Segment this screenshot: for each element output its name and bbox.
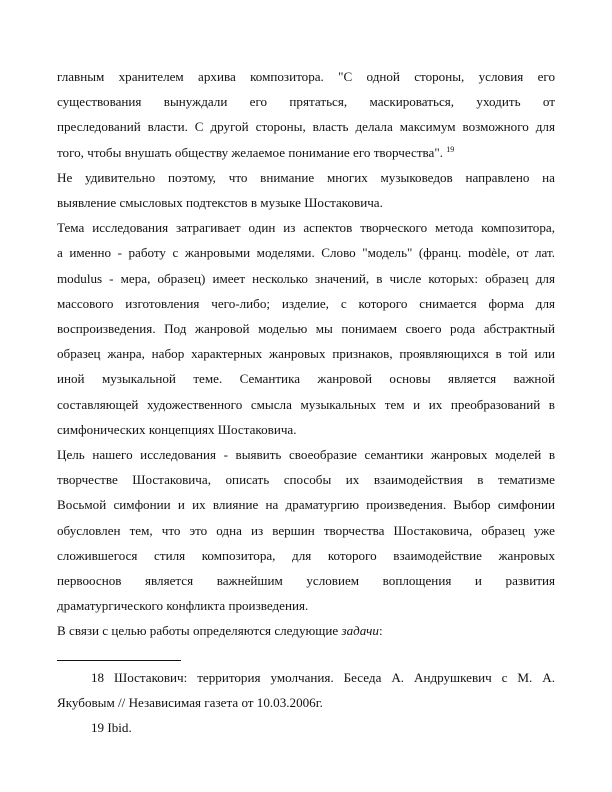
- text-line-content: того, чтобы внушать обществу желаемое понимание его творчества".: [57, 144, 443, 160]
- text-line: обусловлен тем, что это одна из вершин творчества Шостаковича, образец уже: [57, 522, 555, 538]
- footnote-line: 19 Ibid.: [91, 720, 132, 736]
- text-line: драматургического конфликта произведения.: [57, 598, 309, 614]
- text-line: первооснов является важнейшим условием воплощения и развития: [57, 573, 555, 589]
- text-line: Восьмой симфонии и их влияние на драматургию произведения. Выбор симфонии: [57, 497, 555, 513]
- text-line: главным хранителем архива композитора. "С одной стороны, условия его: [57, 69, 555, 84]
- text-line: иной музыкальной теме. Семантика жанровой основы является важной: [57, 371, 555, 387]
- text-line: массового изготовления чего-либо; изделие, с которого снимается форма для: [57, 295, 555, 311]
- text-line: modulus - мера, образец) имеет несколько значений, в числе которых: образец для: [57, 270, 555, 286]
- footnote-19: [57, 715, 555, 740]
- text-line: [57, 140, 555, 165]
- footnote-18: [57, 665, 555, 715]
- tasks-intro: В связи с целью работы определяются следующие: [57, 623, 342, 639]
- text-line: составляющей художественного смысла музыкальных тем и их преобразований в: [57, 396, 555, 412]
- tasks-colon: :: [378, 623, 383, 639]
- footnote-line: 18 Шостакович: территория умолчания. Беседа А. Андрушкевич с М. А.: [91, 670, 555, 685]
- text-line: образец жанра, набор характерных жанровых признаков, проявляющихся в той или: [57, 346, 555, 362]
- text-line: симфонических концепциях Шостаковича.: [57, 421, 297, 437]
- text-line: а именно - работу с жанровыми моделями. Слово "модель" (франц. modèle, от лат.: [57, 245, 555, 261]
- footnote-ref-19: 19: [446, 144, 455, 154]
- tasks-emphasis: задачи: [341, 623, 379, 639]
- footnotes: [57, 665, 555, 741]
- footnote-line: Якубовым // Независимая газета от 10.03.2006г.: [57, 695, 323, 711]
- paragraph-research-goal: [57, 442, 555, 618]
- text-line: Тема исследования затрагивает один из аспектов творческого метода композитора,: [57, 220, 555, 236]
- text-line: преследований власти. С другой стороны, власть делала максимум возможного для: [57, 119, 555, 135]
- page-body: [57, 64, 555, 644]
- text-line: воспроизведения. Под жанровой моделью мы понимаем своего рода абстрактный: [57, 321, 555, 337]
- paragraph-musicologists: [57, 165, 555, 215]
- text-line: существования вынуждали его прятаться, маскироваться, уходить от: [57, 94, 555, 110]
- paragraph-quote: [57, 64, 555, 165]
- text-line: творчестве Шостаковича, описать способы их взаимодействия в тематизме: [57, 472, 555, 488]
- text-line: сложившегося стиля композитора, для которого взаимодействие жанровых: [57, 547, 555, 563]
- text-line: Цель нашего исследования - выявить своеобразие семантики жанровых моделей в: [57, 447, 555, 463]
- text-line: выявление смысловых подтекстов в музыке Шостаковича.: [57, 195, 383, 211]
- paragraph-tasks: [57, 618, 555, 643]
- paragraph-research-topic: [57, 215, 555, 442]
- text-line: Не удивительно поэтому, что внимание многих музыковедов направлено на: [57, 169, 555, 185]
- text-line: [57, 618, 555, 643]
- footnote-separator: [57, 660, 181, 661]
